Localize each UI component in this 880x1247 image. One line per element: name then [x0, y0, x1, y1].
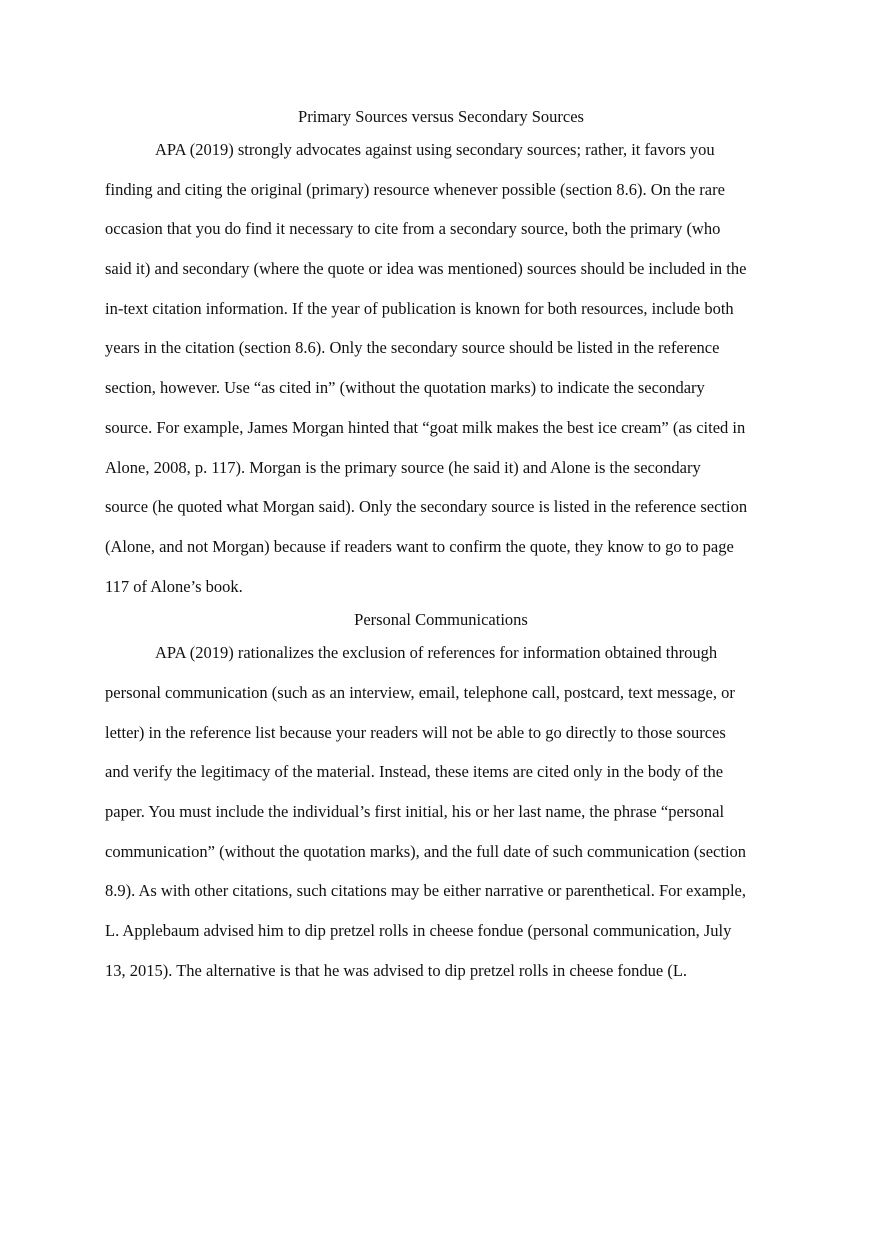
paragraph-line: in-text citation information. If the year of publication is known for both resources, include both: [105, 298, 734, 318]
section-primary-secondary-sources: [105, 103, 777, 606]
paragraph-line: 13, 2015). The alternative is that he was advised to dip pretzel rolls in cheese fondue (L.: [105, 960, 688, 980]
document-body: [105, 103, 777, 990]
section-personal-communications: [105, 606, 777, 990]
paragraph-line: communication” (without the quotation marks), and the full date of such communication (section: [105, 841, 747, 861]
section-heading: Personal Communications: [354, 610, 528, 630]
paragraph-line: paper. You must include the individual’s first initial, his or her last name, the phrase “personal: [105, 802, 725, 821]
paragraph-line: L. Applebaum advised him to dip pretzel rolls in cheese fondue (personal communication, July: [105, 921, 732, 941]
paragraph-line: finding and citing the original (primary) resource whenever possible (section 8.6). On the rare: [105, 179, 725, 199]
paragraph-line: letter) in the reference list because your readers will not be able to go directly to those sources: [105, 722, 726, 742]
paragraph-line: 8.9). As with other citations, such citations may be either narrative or parenthetical. For example,: [105, 881, 747, 901]
paragraph-line: occasion that you do find it necessary to cite from a secondary source, both the primary (who: [105, 219, 721, 239]
paragraph-line: 117 of Alone’s book.: [105, 576, 243, 596]
section-heading: Primary Sources versus Secondary Sources: [298, 107, 584, 126]
paragraph-line: source (he quoted what Morgan said). Only the secondary source is listed in the reference section: [105, 497, 748, 517]
paragraph-line: (Alone, and not Morgan) because if readers want to confirm the quote, they know to go to page: [105, 536, 734, 556]
paragraph-line: said it) and secondary (where the quote or idea was mentioned) sources should be included in the: [105, 259, 747, 279]
paragraph-line: section, however. Use “as cited in” (without the quotation marks) to indicate the secondary: [105, 378, 705, 398]
paragraph-line: years in the citation (section 8.6). Only the secondary source should be listed in the reference: [105, 338, 720, 358]
paragraph-line: personal communication (such as an interview, email, telephone call, postcard, text message, or: [105, 682, 735, 702]
paragraph: [105, 130, 777, 606]
paragraph-line: and verify the legitimacy of the material. Instead, these items are cited only in the body of the: [105, 762, 724, 782]
paragraph: [105, 633, 777, 990]
paragraph-line: APA (2019) rationalizes the exclusion of references for information obtained through: [155, 643, 718, 663]
paragraph-line: APA (2019) strongly advocates against using secondary sources; rather, it favors you: [155, 140, 715, 159]
paragraph-line: Alone, 2008, p. 117). Morgan is the primary source (he said it) and Alone is the secondary: [105, 457, 701, 477]
paragraph-line: source. For example, James Morgan hinted that “goat milk makes the best ice cream” (as cited in: [105, 417, 746, 437]
